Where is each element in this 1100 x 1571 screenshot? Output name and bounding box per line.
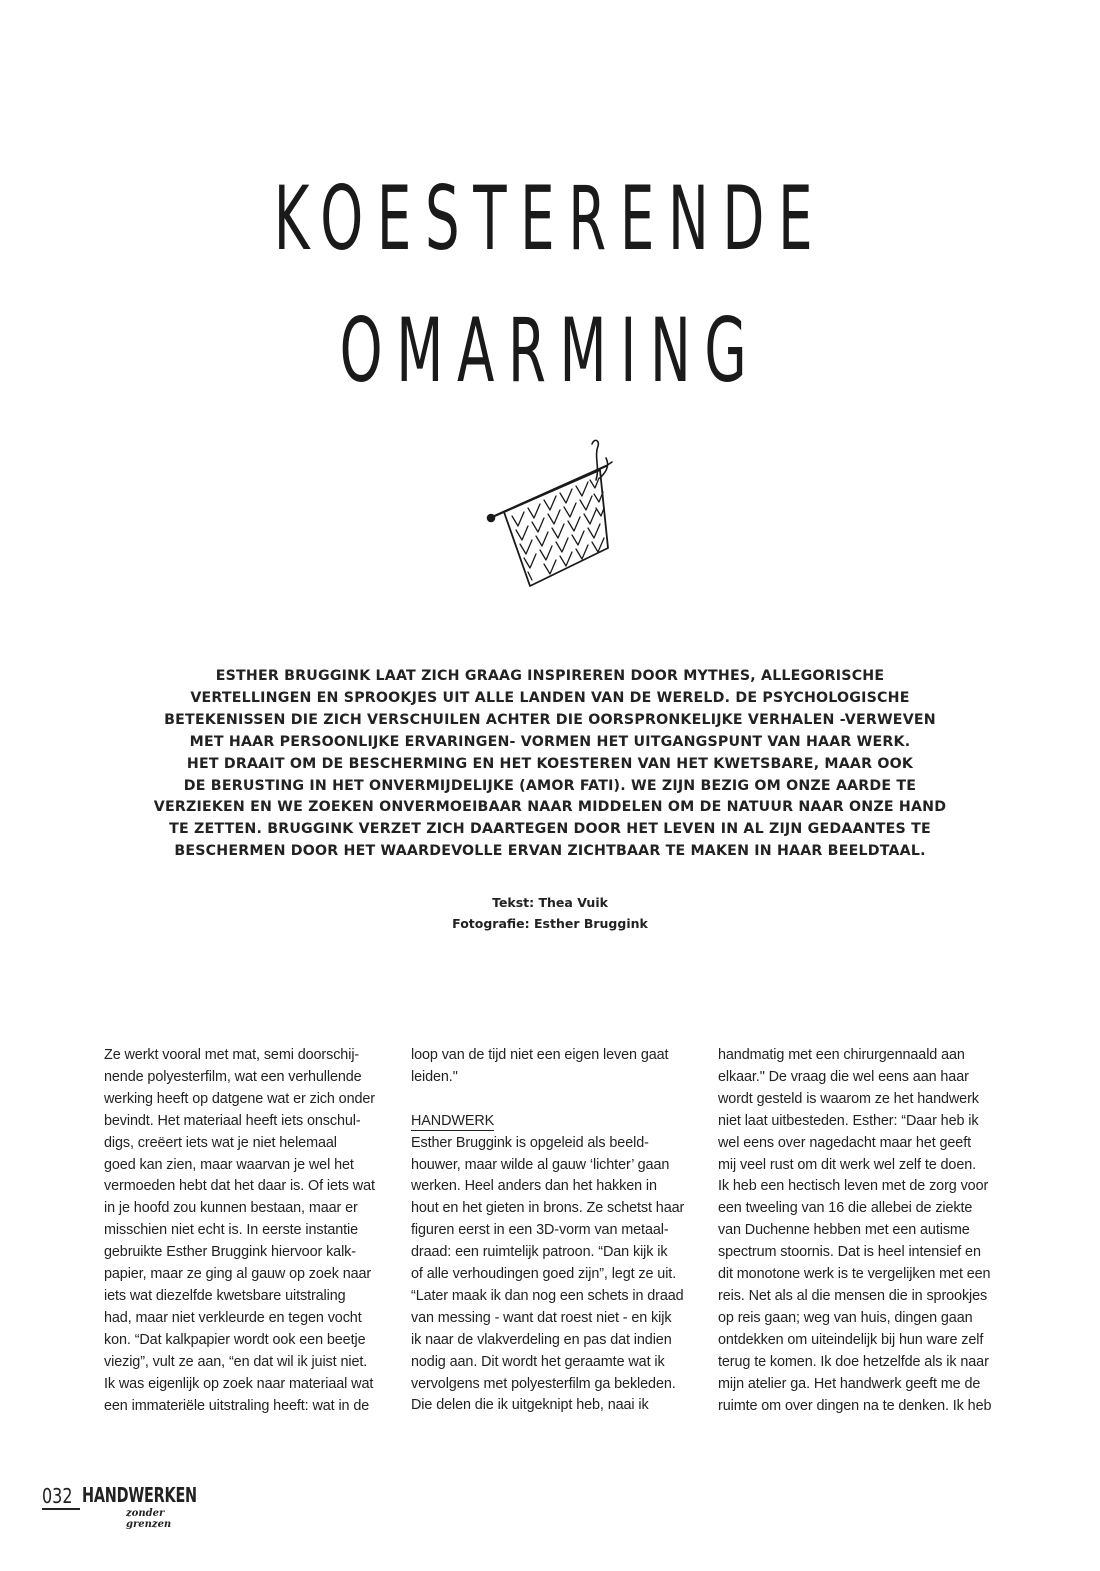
page-footer	[42, 1483, 212, 1530]
body-column-1	[104, 1045, 386, 1417]
body-line: Esther Bruggink is opgeleid als beeld-	[411, 1134, 649, 1151]
body-line: in je hoofd zou kunnen bestaan, maar er	[104, 1200, 358, 1217]
body-line: wel eens over nagedacht maar het geeft	[718, 1134, 971, 1151]
body-line: draad: een ruimtelijk patroon. “Dan kijk ik	[411, 1244, 668, 1261]
body-line: niet laat uitbesteden. Esther: “Daar heb ik	[718, 1112, 979, 1129]
credits	[0, 892, 1100, 934]
body-line: handmatig met een chirurgennaald aan	[718, 1047, 965, 1063]
body-line: ik naar de vlakverdeling en pas dat indien	[411, 1331, 672, 1348]
body-line: reis. Net als al die mensen die in sprookjes	[718, 1287, 988, 1304]
page-number: 032	[42, 1484, 73, 1508]
body-line: digs, creëert iets wat je niet helemaal	[104, 1134, 337, 1151]
credit-photo: Fotografie: Esther Bruggink	[452, 916, 648, 931]
intro-line: BETEKENISSEN DIE ZICH VERSCHUILEN ACHTER DIE OORSPRONKELIJKE VERHALEN -VERWEVEN	[164, 711, 936, 728]
body-line: vermoeden hebt dat het daar is. Of iets wat	[104, 1178, 375, 1195]
body-line: van Duchenne hebben met een autisme	[718, 1222, 970, 1239]
intro-line: ESTHER BRUGGINK LAAT ZICH GRAAG INSPIREREN DOOR MYTHES, ALLEGORISCHE	[215, 668, 885, 684]
body-line: kon. “Dat kalkpapier wordt ook een beetje	[104, 1331, 366, 1348]
page-title-line-2: OMARMING	[339, 298, 761, 402]
body-line: mijn atelier ga. Het handwerk geeft me de	[718, 1375, 981, 1392]
body-line: spectrum stoornis. Dat is heel intensief en	[718, 1244, 981, 1261]
body-line: hout en het gieten in brons. Ze schetst haar	[411, 1200, 685, 1217]
body-line: elkaar." De vraag die wel eens aan haar	[718, 1068, 969, 1085]
body-column-3	[718, 1045, 1000, 1417]
intro-line: TE ZETTEN. BRUGGINK VERZET ZICH DAARTEGEN DOOR HET LEVEN IN AL ZIJN GEDAANTES TE	[169, 821, 931, 838]
paragraph-gap	[411, 1089, 693, 1111]
body-line: iets wat diezelfde kwetsbare uitstraling	[104, 1287, 346, 1304]
body-line: Ik was eigenlijk op zoek naar materiaal wat	[104, 1375, 374, 1392]
body-line: nodig aan. Dit wordt het geraamte wat ik	[411, 1353, 665, 1370]
body-line: goed kan zien, maar waarvan je wel het	[104, 1156, 354, 1173]
page-number-underline	[42, 1508, 80, 1510]
body-line: ontdekken om uiteindelijk bij hun ware zelf	[718, 1331, 984, 1348]
body-line: Ze werkt vooral met mat, semi doorschij-	[104, 1047, 360, 1063]
body-line: op reis gaan; weg van huis, dingen gaan	[718, 1309, 973, 1326]
body-line: mij veel rust om dit werk wel zelf te doen.	[718, 1156, 977, 1173]
intro-line: DE BERUSTING IN HET ONVERMIJDELIJKE (AMOR FATI). WE ZIJN BEZIG OM ONZE AARDE TE	[183, 777, 917, 794]
knitting-needle-icon	[482, 438, 616, 590]
body-line: vervolgens met polyesterfilm ga bekleden.	[411, 1375, 676, 1392]
body-line: dit monotone werk is te vergelijken met een	[718, 1266, 991, 1283]
page-title-line-1: KOESTERENDE	[273, 166, 827, 270]
body-line: had, maar niet verkleurde en tegen vocht	[104, 1309, 362, 1326]
body-line: van messing - want dat roest niet - en kijk	[411, 1309, 672, 1326]
body-line: of alle verhoudingen goed zijn”, legt ze uit.	[411, 1266, 677, 1283]
body-line: gebruikte Esther Bruggink hiervoor kalk-	[104, 1244, 356, 1261]
body-line: nende polyesterfilm, wat een verhullende	[104, 1068, 362, 1085]
body-line: Die delen die ik uitgeknipt heb, naai ik	[411, 1397, 649, 1414]
body-line: wordt gesteld is waarom ze het handwerk	[718, 1090, 979, 1107]
intro-line: BESCHERMEN DOOR HET WAARDEVOLLE ERVAN ZICHTBAAR TE MAKEN IN HAAR BEELDTAAL.	[174, 843, 926, 860]
body-line: papier, maar ze ging al gauw op zoek naar	[104, 1266, 372, 1283]
body-line: viezig”, vult ze aan, “en dat wil ik juist niet.	[104, 1353, 368, 1370]
credit-text: Tekst: Thea Vuik	[492, 895, 608, 910]
body-line: ruimte om over dingen na te denken. Ik heb	[718, 1397, 992, 1414]
body-line: werking heeft op datgene wat er zich onder	[104, 1090, 375, 1107]
body-column-2	[411, 1045, 693, 1417]
body-line: werken. Heel anders dan het hakken in	[411, 1178, 657, 1195]
magazine-brand-subtitle: zonder grenzen	[126, 1508, 172, 1530]
body-line: houwer, maar wilde al gauw ‘lichter’ gaan	[411, 1156, 670, 1173]
intro-line: VERTELLINGEN EN SPROOKJES UIT ALLE LANDEN VAN DE WERELD. DE PSYCHOLOGISCHE	[190, 689, 910, 706]
body-line: figuren eerst in een 3D-vorm van metaal-	[411, 1222, 669, 1239]
intro-line: HET DRAAIT OM DE BESCHERMING EN HET KOESTEREN VAN HET KWETSBARE, MAAR OOK	[186, 755, 914, 772]
body-line: misschien niet echt is. In eerste instantie	[104, 1222, 359, 1239]
intro-line: MET HAAR PERSOONLIJKE ERVARINGEN- VORMEN HET UITGANGSPUNT VAN HAAR WERK.	[189, 733, 911, 750]
body-line: een tweeling van 16 die allebei de ziekte	[718, 1200, 973, 1217]
body-line: “Later maak ik dan nog een schets in draad	[411, 1287, 684, 1304]
magazine-brand: HANDWERKEN	[82, 1483, 197, 1507]
intro-paragraph	[150, 666, 950, 863]
body-line: leiden."	[411, 1068, 458, 1085]
body-line: loop van de tijd niet een eigen leven gaat	[411, 1047, 669, 1063]
intro-line: VERZIEKEN EN WE ZOEKEN ONVERMOEIBAAR NAAR MIDDELEN OM DE NATUUR NAAR ONZE HAND	[153, 799, 947, 816]
body-line: een immateriële uitstraling heeft: wat in de	[104, 1397, 370, 1414]
body-line: bevindt. Het materiaal heeft iets onschul-	[104, 1112, 361, 1129]
section-heading: HANDWERK	[411, 1112, 495, 1129]
body-line: Ik heb een hectisch leven met de zorg voor	[718, 1178, 989, 1195]
body-line: terug te komen. Ik doe hetzelfde als ik naar	[718, 1353, 989, 1370]
